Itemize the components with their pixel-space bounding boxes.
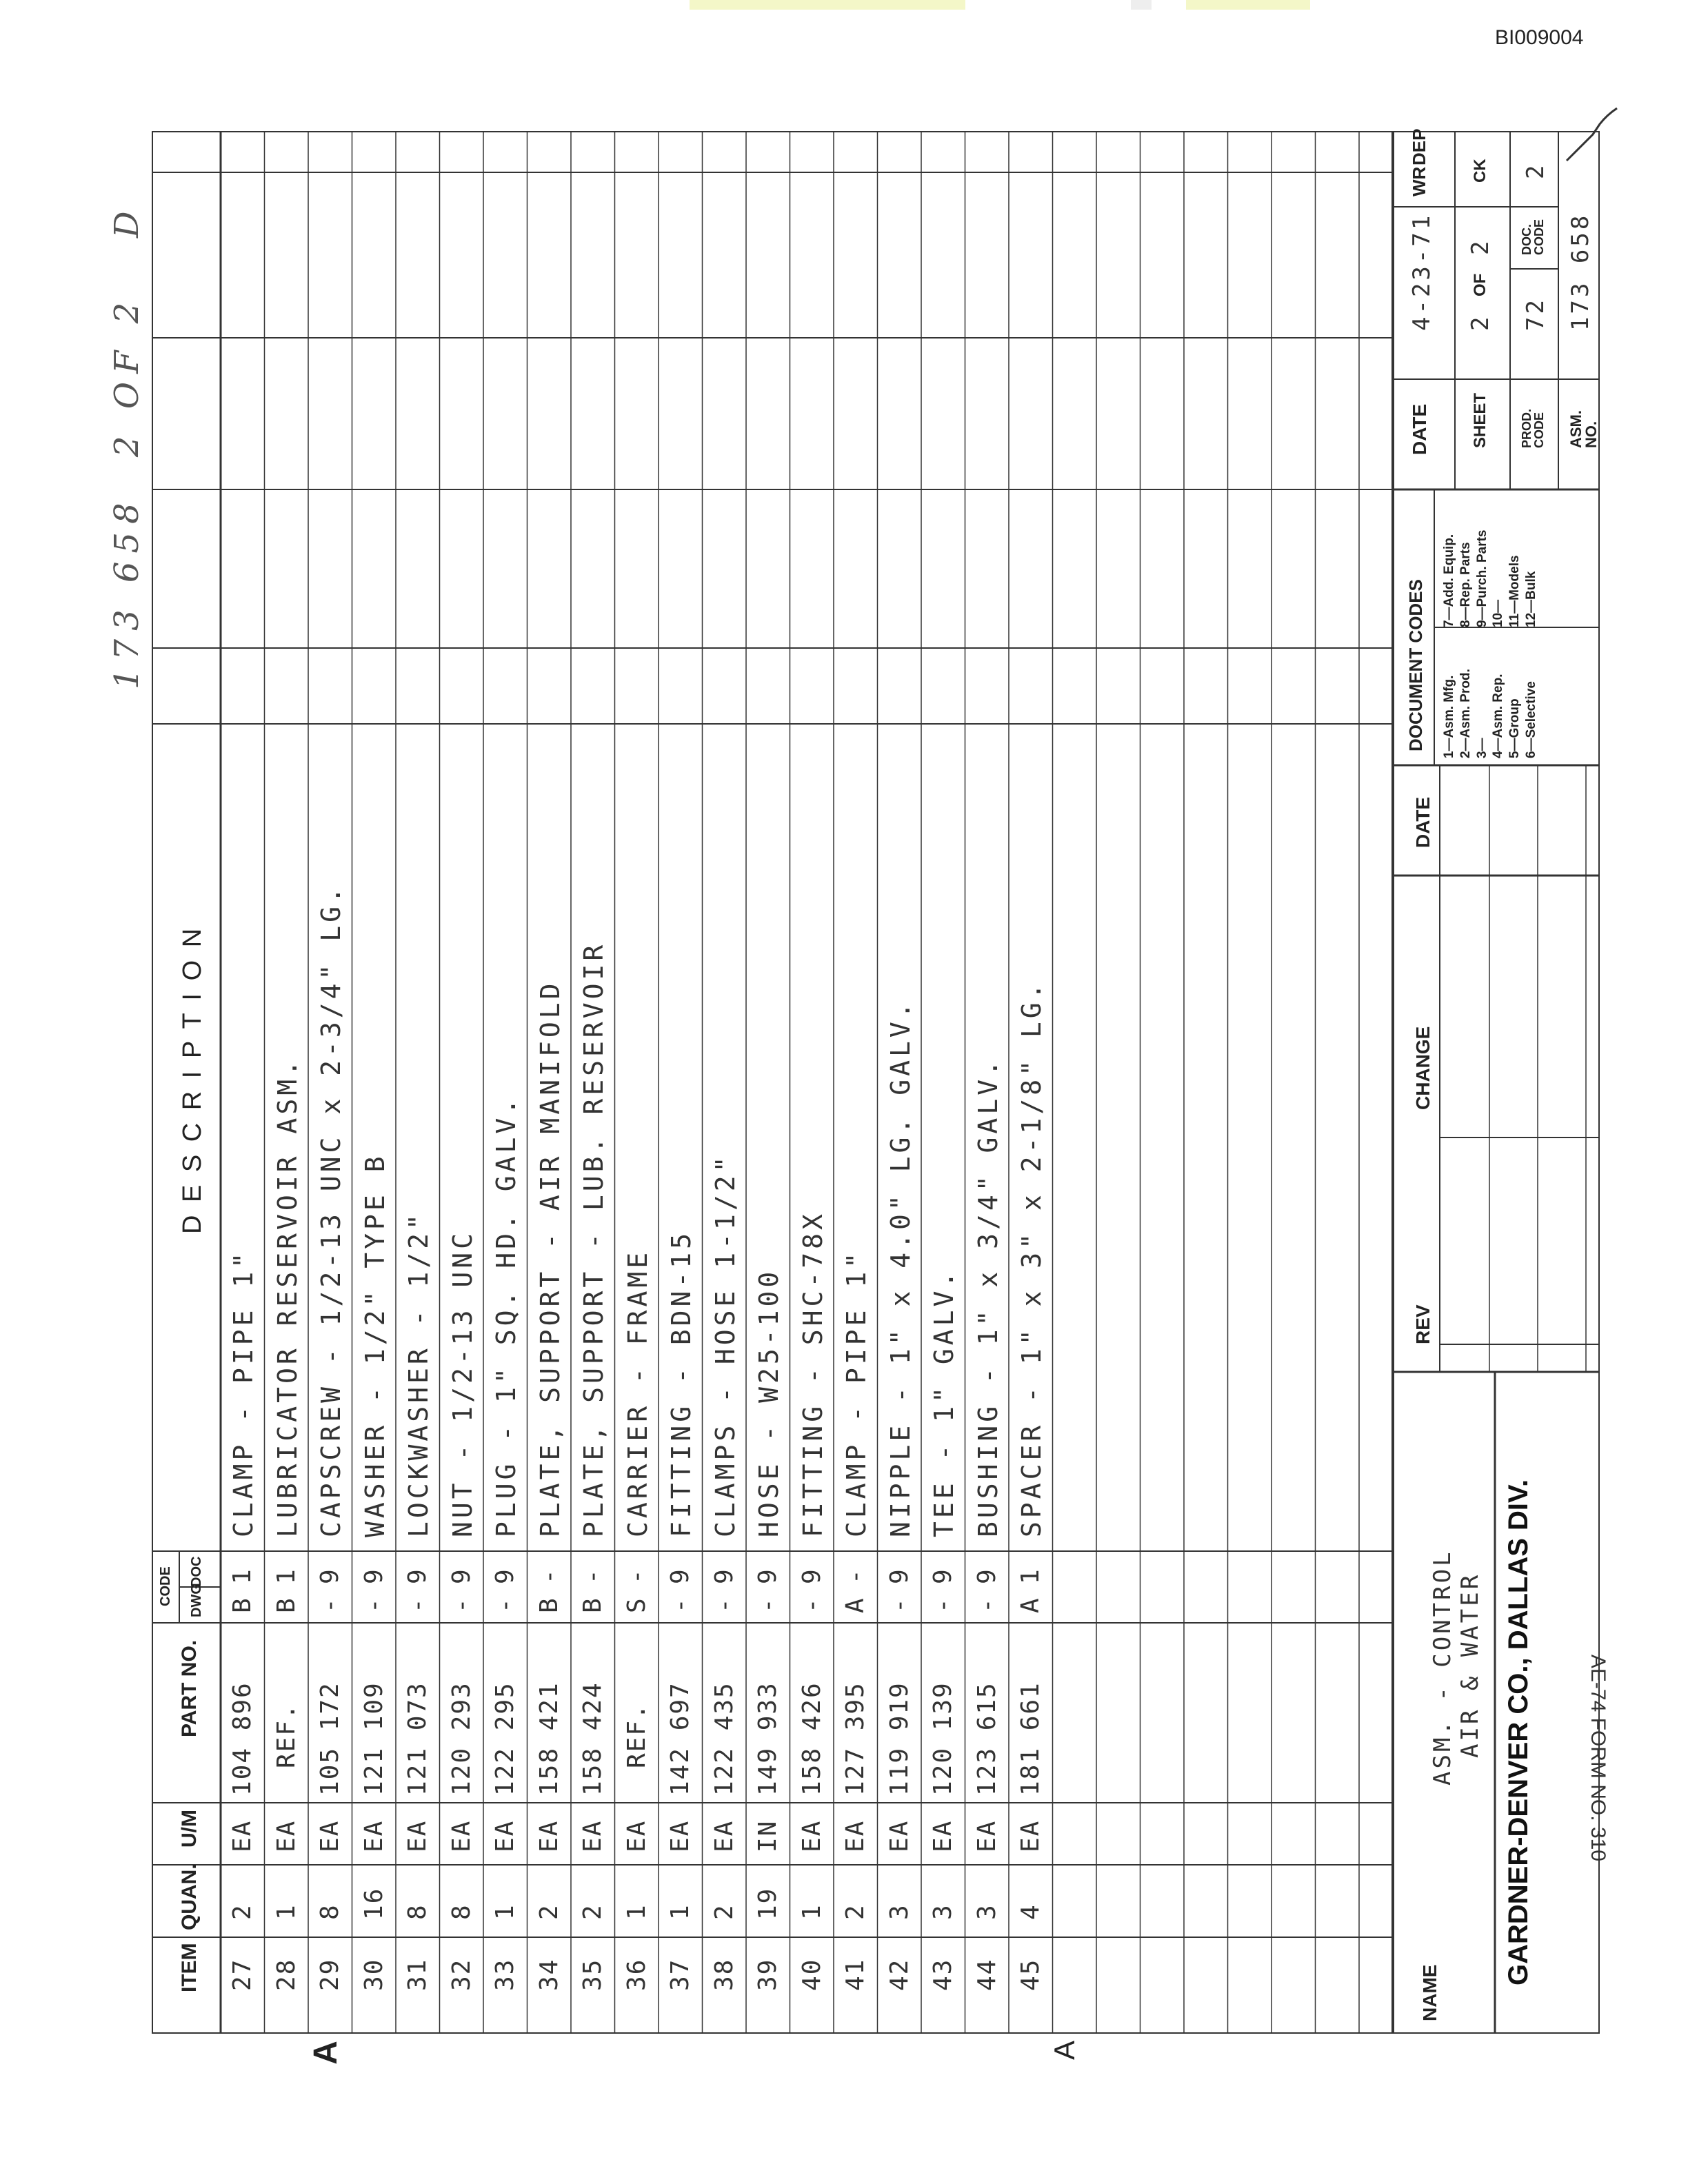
description-cell: LUBRICATOR RESERVOIR ASM.: [272, 1057, 303, 1537]
quantity-cell: 2: [579, 1903, 607, 1920]
item-cell: 41: [841, 1958, 870, 1991]
dwg-code-cell: -: [797, 1597, 826, 1613]
doc-code-cell: -: [622, 1568, 651, 1584]
doc-code-cell: 9: [359, 1568, 388, 1584]
part-number-cell: 120 139: [929, 1681, 957, 1796]
description-cell: CLAMP - PIPE 1": [841, 1248, 872, 1537]
description-cell: CARRIER - FRAME: [622, 1248, 653, 1537]
description-cell: FITTING - SHC-78X: [797, 1211, 828, 1537]
unit-cell: EA: [622, 1819, 651, 1852]
form-number: AE-74 FORM NO. 310: [1587, 1654, 1609, 1861]
of-label: OF: [1471, 273, 1489, 296]
unit-cell: EA: [929, 1819, 957, 1852]
unit-cell: EA: [491, 1819, 519, 1852]
unit-cell: EA: [228, 1819, 257, 1852]
dwg-code-cell: S: [622, 1597, 651, 1613]
parts-list-form: [152, 128, 1609, 2034]
description-cell: HOSE - W25-100: [754, 1268, 784, 1537]
item-cell: 43: [929, 1958, 957, 1991]
doc-code-cell: 9: [316, 1568, 344, 1584]
doc-code-value: 2: [1522, 162, 1549, 179]
item-cell: 30: [359, 1958, 388, 1991]
part-number-cell: 104 896: [228, 1681, 257, 1796]
date-value: 4-23-71: [1408, 212, 1436, 331]
doc-code-cell: 9: [885, 1568, 914, 1584]
item-cell: 38: [710, 1958, 738, 1991]
doc-code-cell: 9: [797, 1568, 826, 1584]
document-code-item: 7—Add. Equip.: [1442, 534, 1456, 627]
col-header-description: D E S C R I P T I O N: [178, 925, 207, 1234]
unit-cell: EA: [797, 1819, 826, 1852]
quantity-cell: 3: [885, 1903, 914, 1920]
dwg-code-cell: -: [754, 1597, 782, 1613]
asm-no-value: 173 658: [1567, 212, 1594, 331]
date-col-label: DATE: [1412, 796, 1434, 848]
part-number-cell: 122 435: [710, 1681, 738, 1796]
col-header-doc: DOC: [189, 1556, 204, 1587]
item-cell: 31: [403, 1958, 432, 1991]
quantity-cell: 8: [316, 1903, 344, 1920]
item-cell: 27: [228, 1958, 257, 1991]
col-header-part-no: PART NO.: [178, 1639, 201, 1737]
description-cell: TEE - 1" GALV.: [929, 1268, 959, 1537]
part-number-cell: 119 919: [885, 1681, 914, 1796]
part-number-cell: 120 293: [447, 1681, 476, 1796]
dwg-code-cell: -: [316, 1597, 344, 1613]
document-code-item: 5—Group: [1507, 698, 1522, 758]
quantity-cell: 2: [228, 1903, 257, 1920]
scan-highlight: [690, 0, 965, 10]
item-cell: 37: [666, 1958, 694, 1991]
doc-codes-list-1: [1441, 669, 1540, 758]
doc-code-cell: 1: [228, 1568, 257, 1584]
description-cell: PLATE, SUPPORT - LUB. RESERVOIR: [579, 941, 609, 1537]
col-header-quan: QUAN.: [178, 1863, 201, 1930]
doc-code-cell: 9: [754, 1568, 782, 1584]
margin-mark-text: A: [1048, 2040, 1081, 2061]
assembly-name-line2: AIR & WATER: [1456, 1572, 1484, 1758]
item-cell: 36: [622, 1958, 651, 1991]
quantity-cell: 1: [622, 1903, 651, 1920]
description-cell: BUSHING - 1" x 3/4" GALV.: [972, 1057, 1003, 1537]
bates-number: BI009004: [1495, 26, 1584, 49]
doc-code-cell: 9: [491, 1568, 519, 1584]
dwg-code-cell: -: [359, 1597, 388, 1613]
description-cell: LOCKWASHER - 1/2": [403, 1211, 434, 1537]
item-cell: 39: [754, 1958, 782, 1991]
quantity-cell: 2: [841, 1903, 870, 1920]
document-code-item: 2—Asm. Prod.: [1458, 669, 1473, 758]
description-cell: PLUG - 1" SQ. HD. GALV.: [491, 1095, 521, 1537]
dwg-code-cell: B: [534, 1597, 563, 1613]
dwg-code-cell: -: [972, 1597, 1001, 1613]
description-cell: WASHER - 1/2" TYPE B: [359, 1153, 390, 1537]
wr-label: WR: [1409, 166, 1429, 196]
doc-code-cell: 9: [666, 1568, 694, 1584]
quantity-cell: 2: [710, 1903, 738, 1920]
description-cell: NIPPLE - 1" x 4.0" LG. GALV.: [885, 999, 916, 1537]
doc-code-cell: 9: [710, 1568, 738, 1584]
quantity-cell: 1: [272, 1903, 301, 1920]
document-code-item: 12—Bulk: [1523, 571, 1538, 627]
unit-cell: EA: [403, 1819, 432, 1852]
item-cell: 28: [272, 1958, 301, 1991]
quantity-cell: 3: [929, 1903, 957, 1920]
quantity-cell: 4: [1016, 1903, 1045, 1920]
part-number-cell: 121 073: [403, 1681, 432, 1796]
part-number-cell: 158 426: [797, 1681, 826, 1796]
document-code-item: 6—Selective: [1523, 681, 1538, 758]
quantity-cell: 1: [797, 1903, 826, 1920]
col-header-code: CODE: [158, 1566, 173, 1606]
description-cell: PLATE, SUPPORT - AIR MANIFOLD: [534, 980, 565, 1537]
description-cell: FITTING - BDN-15: [666, 1229, 696, 1537]
unit-cell: EA: [534, 1819, 563, 1852]
unit-cell: EA: [447, 1819, 476, 1852]
dwg-code-cell: -: [929, 1597, 957, 1613]
unit-cell: EA: [272, 1819, 301, 1852]
unit-cell: EA: [841, 1819, 870, 1852]
quantity-cell: 2: [534, 1903, 563, 1920]
quantity-cell: 1: [491, 1903, 519, 1920]
unit-cell: EA: [972, 1819, 1001, 1852]
document-code-item: 10—: [1491, 599, 1506, 627]
quantity-cell: 8: [447, 1903, 476, 1920]
unit-cell: EA: [1016, 1819, 1045, 1852]
assembly-name-line1: ASM. - CONTROL: [1429, 1549, 1456, 1786]
col-header-um: U/M: [178, 1810, 201, 1848]
ck-label: CK: [1471, 159, 1489, 183]
item-cell: 45: [1016, 1958, 1045, 1991]
document-code-item: 11—Models: [1507, 555, 1522, 627]
part-number-cell: 127 395: [841, 1681, 870, 1796]
name-label: NAME: [1419, 1964, 1440, 2021]
part-number-cell: 105 172: [316, 1681, 344, 1796]
handwritten-reference: 173 658 2 OF 2 D: [108, 203, 146, 689]
dwg-code-cell: A: [841, 1597, 870, 1613]
part-number-cell: 121 109: [359, 1681, 388, 1796]
unit-cell: EA: [579, 1819, 607, 1852]
quantity-cell: 19: [754, 1887, 782, 1920]
of-value: 2: [1467, 238, 1494, 255]
document-code-item: 8—Rep. Parts: [1458, 542, 1473, 627]
prod-code-label: PROD. CODE: [1520, 408, 1546, 448]
doc-codes-list-2: [1441, 530, 1540, 628]
part-number-cell: 181 661: [1016, 1681, 1045, 1796]
document-code-item: 1—Asm. Mfg.: [1442, 675, 1456, 758]
dwg-code-cell: -: [710, 1597, 738, 1613]
unit-cell: IN: [754, 1819, 782, 1852]
item-cell: 40: [797, 1958, 826, 1991]
doc-code-cell: 9: [403, 1568, 432, 1584]
asm-no-label: ASM. NO.: [1567, 410, 1600, 448]
unit-cell: EA: [359, 1819, 388, 1852]
prod-code-value: 72: [1522, 297, 1549, 331]
doc-code-cell: 9: [929, 1568, 957, 1584]
unit-cell: EA: [710, 1819, 738, 1852]
quantity-cell: 16: [359, 1887, 388, 1920]
quantity-cell: 1: [666, 1903, 694, 1920]
part-number-cell: 149 933: [754, 1681, 782, 1796]
item-cell: 42: [885, 1958, 914, 1991]
item-cell: 29: [316, 1958, 344, 1991]
company-name: GARDNER-DENVER CO., DALLAS DIV.: [1503, 1479, 1534, 1985]
dwg-code-cell: B: [228, 1597, 257, 1613]
item-cell: 44: [972, 1958, 1001, 1991]
document-code-item: 9—Purch. Parts: [1474, 529, 1489, 627]
document-code-item: 3—: [1474, 738, 1489, 758]
sheet-value: 2: [1467, 314, 1494, 331]
item-cell: 32: [447, 1958, 476, 1991]
dwg-code-cell: A: [1016, 1597, 1045, 1613]
dwg-code-cell: B: [272, 1597, 301, 1613]
col-header-dwg: DWG: [189, 1584, 204, 1617]
unit-cell: EA: [316, 1819, 344, 1852]
unit-cell: EA: [666, 1819, 694, 1852]
part-number-cell: REF.: [272, 1703, 301, 1768]
scan-highlight: [1131, 0, 1152, 10]
dwg-code-cell: -: [885, 1597, 914, 1613]
col-header-item: ITEM: [178, 1943, 201, 1992]
part-number-cell: 122 295: [491, 1681, 519, 1796]
doc-code-label: DOC. CODE: [1520, 219, 1546, 255]
part-number-cell: 142 697: [666, 1681, 694, 1796]
doc-code-cell: 9: [447, 1568, 476, 1584]
dwg-code-cell: -: [666, 1597, 694, 1613]
doc-code-cell: -: [579, 1568, 607, 1584]
dwg-code-cell: -: [447, 1597, 476, 1613]
scan-highlight: [1186, 0, 1310, 10]
doc-code-cell: 1: [1016, 1568, 1045, 1584]
dwg-code-cell: B: [579, 1597, 607, 1613]
part-number-cell: REF.: [622, 1703, 651, 1768]
description-cell: SPACER - 1" x 3" x 2-1/8" LG.: [1016, 980, 1047, 1537]
quantity-cell: 3: [972, 1903, 1001, 1920]
item-cell: 34: [534, 1958, 563, 1991]
dwg-code-cell: -: [403, 1597, 432, 1613]
dwg-code-cell: -: [491, 1597, 519, 1613]
description-cell: CLAMPS - HOSE 1-1/2": [710, 1153, 741, 1537]
doc-code-cell: -: [841, 1568, 870, 1584]
date-label: DATE: [1409, 403, 1430, 455]
description-cell: CLAMP - PIPE 1": [228, 1248, 259, 1537]
document-code-item: 4—Asm. Rep.: [1491, 674, 1506, 758]
doc-code-cell: 9: [972, 1568, 1001, 1584]
quantity-cell: 8: [403, 1903, 432, 1920]
change-label: CHANGE: [1412, 1026, 1434, 1110]
item-cell: 35: [579, 1958, 607, 1991]
doc-code-cell: 1: [272, 1568, 301, 1584]
document-codes-label: DOCUMENT CODES: [1405, 579, 1426, 751]
description-cell: NUT - 1/2-13 UNC: [447, 1229, 478, 1537]
sheet-label: SHEET: [1471, 392, 1489, 448]
margin-mark-text: A: [307, 2041, 344, 2065]
rev-label: REV: [1412, 1304, 1434, 1344]
item-cell: 33: [491, 1958, 519, 1991]
part-number-cell: 158 424: [579, 1681, 607, 1796]
unit-cell: EA: [885, 1819, 914, 1852]
dep-label: DEP: [1409, 128, 1429, 165]
doc-code-cell: -: [534, 1568, 563, 1584]
part-number-cell: 158 421: [534, 1681, 563, 1796]
part-number-cell: 123 615: [972, 1681, 1001, 1796]
description-cell: CAPSCREW - 1/2-13 UNC x 2-3/4" LG.: [316, 884, 346, 1537]
